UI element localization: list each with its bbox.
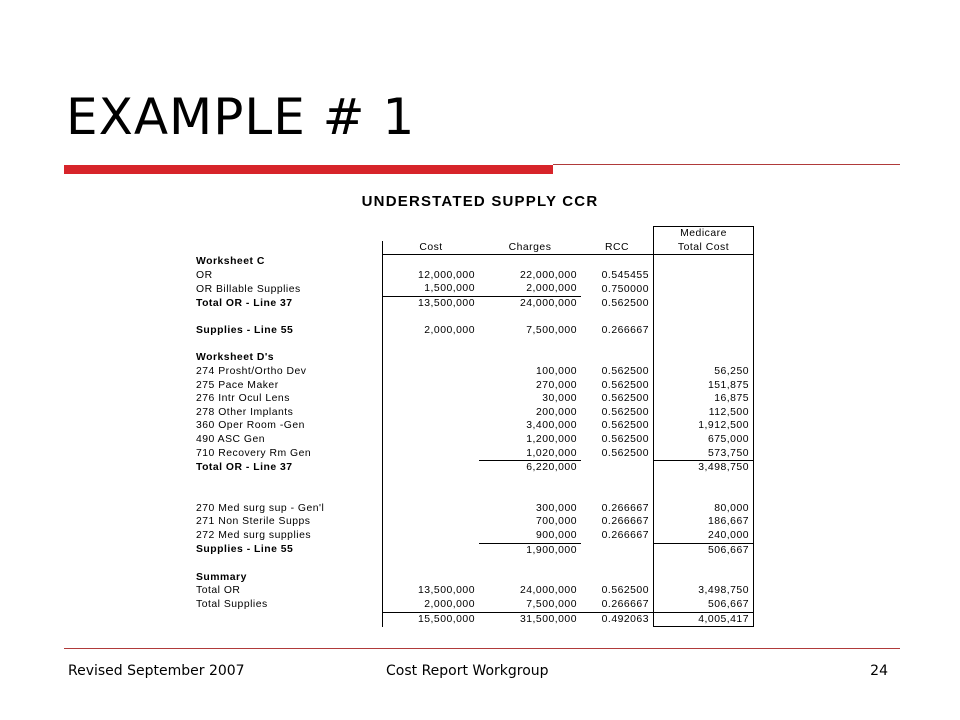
table-row: [192, 351, 754, 365]
cell-total: 151,875: [654, 379, 754, 393]
table-row: [192, 269, 754, 283]
header-cost: Cost: [383, 241, 480, 255]
row-label: Worksheet D's: [196, 352, 275, 364]
cell-charges: 7,500,000: [479, 598, 581, 612]
table-row: [192, 584, 754, 598]
table-title-text: UNDERSTATED SUPPLY CCR: [361, 193, 599, 210]
cell-cost: [383, 365, 480, 379]
cell-cost: [383, 475, 480, 489]
table-row: [192, 338, 754, 352]
footer-rule: [64, 648, 900, 649]
cell-cost: [383, 529, 480, 543]
cell-rcc: 0.750000: [601, 283, 649, 295]
cell-rcc: [581, 557, 654, 571]
cell-charges: 24,000,000: [519, 585, 577, 597]
table-row: [192, 447, 754, 461]
cell-cost: 2,000,000: [383, 598, 480, 612]
cell-rcc: 0.562500: [601, 585, 649, 597]
table-row: [192, 324, 754, 338]
cell-total: [654, 351, 754, 365]
table-row: [192, 406, 754, 420]
cell-total: [654, 475, 754, 489]
cell-charges: [479, 351, 581, 365]
cell-rcc: 0.562500: [601, 297, 649, 309]
row-label: Total OR - Line 37: [196, 297, 293, 309]
cell-total: 240,000: [654, 529, 754, 543]
cell-charges: [479, 488, 581, 502]
cell-cost: [383, 571, 480, 585]
header-medicare: Medicare: [654, 227, 754, 241]
cell-cost: [383, 447, 480, 461]
cell-cost: [383, 419, 480, 433]
cell-charges: 1,900,000: [526, 544, 577, 556]
table-row: [192, 515, 754, 529]
cell-charges: 900,000: [479, 529, 581, 543]
header-row-top: [192, 227, 754, 241]
cell-charges: 31,500,000: [519, 613, 577, 625]
row-label: 490 ASC Gen: [196, 433, 266, 445]
cell-total: 4,005,417: [654, 612, 754, 627]
cell-total: [654, 324, 754, 338]
cell-charges: 1,200,000: [526, 433, 577, 445]
cell-charges: 100,000: [535, 365, 577, 377]
row-label: Supplies - Line 55: [196, 544, 294, 556]
row-label: 278 Other Implants: [196, 406, 294, 418]
worksheet-table: [192, 226, 754, 627]
cell-total: 3,498,750: [654, 584, 754, 598]
cell-charges: 2,000,000: [479, 282, 581, 296]
title-rule: [553, 164, 900, 165]
cell-total: 112,500: [654, 406, 754, 420]
row-label: 275 Pace Maker: [196, 379, 279, 391]
cell-charges: 300,000: [535, 502, 577, 514]
cell-charges: 7,500,000: [526, 325, 577, 337]
cell-total: [654, 269, 754, 283]
row-label: [192, 488, 383, 502]
cell-total: 573,750: [654, 447, 754, 461]
table-row: [192, 475, 754, 489]
row-label: [192, 311, 383, 325]
cell-total: 506,667: [654, 598, 754, 612]
cell-total: 506,667: [654, 543, 754, 557]
cell-rcc: 0.266667: [601, 325, 649, 337]
table-row: [192, 392, 754, 406]
row-label: 274 Prosht/Ortho Dev: [196, 365, 307, 377]
cell-rcc: 0.562500: [601, 393, 649, 405]
cell-rcc: 0.562500: [601, 433, 649, 445]
table-row: [192, 365, 754, 379]
table-title: [0, 193, 960, 210]
cell-total: [654, 255, 754, 269]
table-row: [192, 488, 754, 502]
row-label: 360 Oper Room -Gen: [196, 420, 305, 432]
cell-total: 675,000: [654, 433, 754, 447]
cell-cost: 1,500,000: [383, 282, 480, 296]
cell-rcc: [581, 311, 654, 325]
row-label: Worksheet C: [196, 255, 265, 267]
row-label: Supplies - Line 55: [196, 325, 294, 337]
row-label: Total Supplies: [196, 599, 268, 611]
cell-charges: 700,000: [535, 516, 577, 528]
cell-charges: 30,000: [542, 393, 577, 405]
row-label: Summary: [196, 571, 247, 583]
cell-cost: 13,500,000: [383, 296, 480, 310]
row-label: Total OR - Line 37: [196, 461, 293, 473]
cell-charges: [479, 311, 581, 325]
row-label: 272 Med surg supplies: [196, 530, 312, 542]
cell-rcc: 0.562500: [601, 379, 649, 391]
row-label: OR: [196, 269, 213, 281]
cell-cost: 12,000,000: [383, 269, 480, 283]
cell-rcc: [581, 488, 654, 502]
header-row: [192, 241, 754, 255]
row-label: [192, 612, 383, 627]
cell-total: 56,250: [654, 365, 754, 379]
cell-rcc: 0.545455: [601, 269, 649, 281]
cell-total: 3,498,750: [654, 461, 754, 475]
footer-title: Cost Report Workgroup: [386, 663, 549, 679]
table-row: [192, 433, 754, 447]
row-label: OR Billable Supplies: [196, 283, 301, 295]
header-rcc: RCC: [581, 241, 654, 255]
cell-total: 16,875: [654, 392, 754, 406]
cell-rcc: [581, 351, 654, 365]
cell-cost: [383, 461, 480, 475]
table-row: [192, 255, 754, 269]
cell-rcc: 0.266667: [601, 530, 649, 542]
table-row: [192, 379, 754, 393]
cell-charges: 22,000,000: [519, 269, 577, 281]
cell-cost: [383, 543, 480, 557]
cell-cost: [383, 255, 480, 269]
row-label: [192, 475, 383, 489]
table-row: [192, 461, 754, 475]
cell-rcc: [581, 571, 654, 585]
cell-total: 80,000: [654, 502, 754, 516]
cell-total: [654, 557, 754, 571]
table-row: [192, 529, 754, 543]
table-row: [192, 557, 754, 571]
cell-rcc: 0.562500: [601, 447, 649, 459]
cell-charges: 24,000,000: [519, 297, 577, 309]
cell-charges: [479, 338, 581, 352]
cell-cost: [383, 379, 480, 393]
cell-cost: 2,000,000: [383, 324, 480, 338]
row-label: 270 Med surg sup - Gen'l: [196, 502, 325, 514]
cell-cost: [383, 488, 480, 502]
cell-total: [654, 311, 754, 325]
table-row: [192, 311, 754, 325]
table-row: [192, 502, 754, 516]
cell-rcc: [581, 543, 654, 557]
table-row: [192, 598, 754, 612]
cell-total: [654, 338, 754, 352]
cell-total: [654, 296, 754, 310]
cell-total: [654, 282, 754, 296]
cell-rcc: [581, 475, 654, 489]
row-label: [192, 557, 383, 571]
header-total-cost: Total Cost: [654, 241, 754, 255]
cell-cost: [383, 311, 480, 325]
cell-rcc: 0.562500: [601, 365, 649, 377]
cell-charges: 6,220,000: [526, 462, 577, 474]
row-label: 271 Non Sterile Supps: [196, 516, 311, 528]
cell-charges: 270,000: [535, 379, 577, 391]
table-row: [192, 543, 754, 557]
cell-rcc: [581, 338, 654, 352]
cell-rcc: 0.492063: [601, 613, 649, 625]
cell-cost: [383, 433, 480, 447]
table-row: [192, 419, 754, 433]
cell-charges: [479, 571, 581, 585]
cell-charges: [479, 475, 581, 489]
footer-date: Revised September 2007: [68, 663, 245, 679]
cell-cost: [383, 406, 480, 420]
table-row: [192, 282, 754, 296]
cell-cost: 13,500,000: [383, 584, 480, 598]
cell-charges: 1,020,000: [479, 447, 581, 461]
cell-rcc: [581, 255, 654, 269]
cell-cost: [383, 338, 480, 352]
row-label: 710 Recovery Rm Gen: [196, 447, 312, 459]
header-charges: Charges: [479, 241, 581, 255]
cell-cost: [383, 515, 480, 529]
cell-cost: [383, 351, 480, 365]
table-row: [192, 296, 754, 310]
cell-rcc: 0.562500: [601, 420, 649, 432]
cell-total: 186,667: [654, 515, 754, 529]
row-label: Total OR: [196, 585, 241, 597]
title-accent-bar: [64, 165, 553, 174]
cell-charges: [479, 557, 581, 571]
cell-total: [654, 571, 754, 585]
page-number: 24: [870, 663, 888, 679]
cell-cost: [383, 392, 480, 406]
cell-rcc: [581, 461, 654, 475]
cell-cost: [383, 557, 480, 571]
cell-rcc: 0.562500: [601, 406, 649, 418]
row-label: 276 Intr Ocul Lens: [196, 393, 290, 405]
cell-total: 1,912,500: [654, 419, 754, 433]
cell-charges: 200,000: [535, 406, 577, 418]
cell-rcc: 0.266667: [601, 516, 649, 528]
cell-rcc: 0.266667: [581, 598, 654, 612]
slide-title: EXAMPLE # 1: [66, 88, 416, 146]
cell-cost: [383, 502, 480, 516]
row-label: [192, 338, 383, 352]
cell-cost: 15,500,000: [383, 612, 480, 627]
table-row: [192, 571, 754, 585]
cell-charges: [479, 255, 581, 269]
cell-charges: 3,400,000: [526, 420, 577, 432]
cell-rcc: 0.266667: [601, 502, 649, 514]
table-row: [192, 612, 754, 627]
cell-total: [654, 488, 754, 502]
